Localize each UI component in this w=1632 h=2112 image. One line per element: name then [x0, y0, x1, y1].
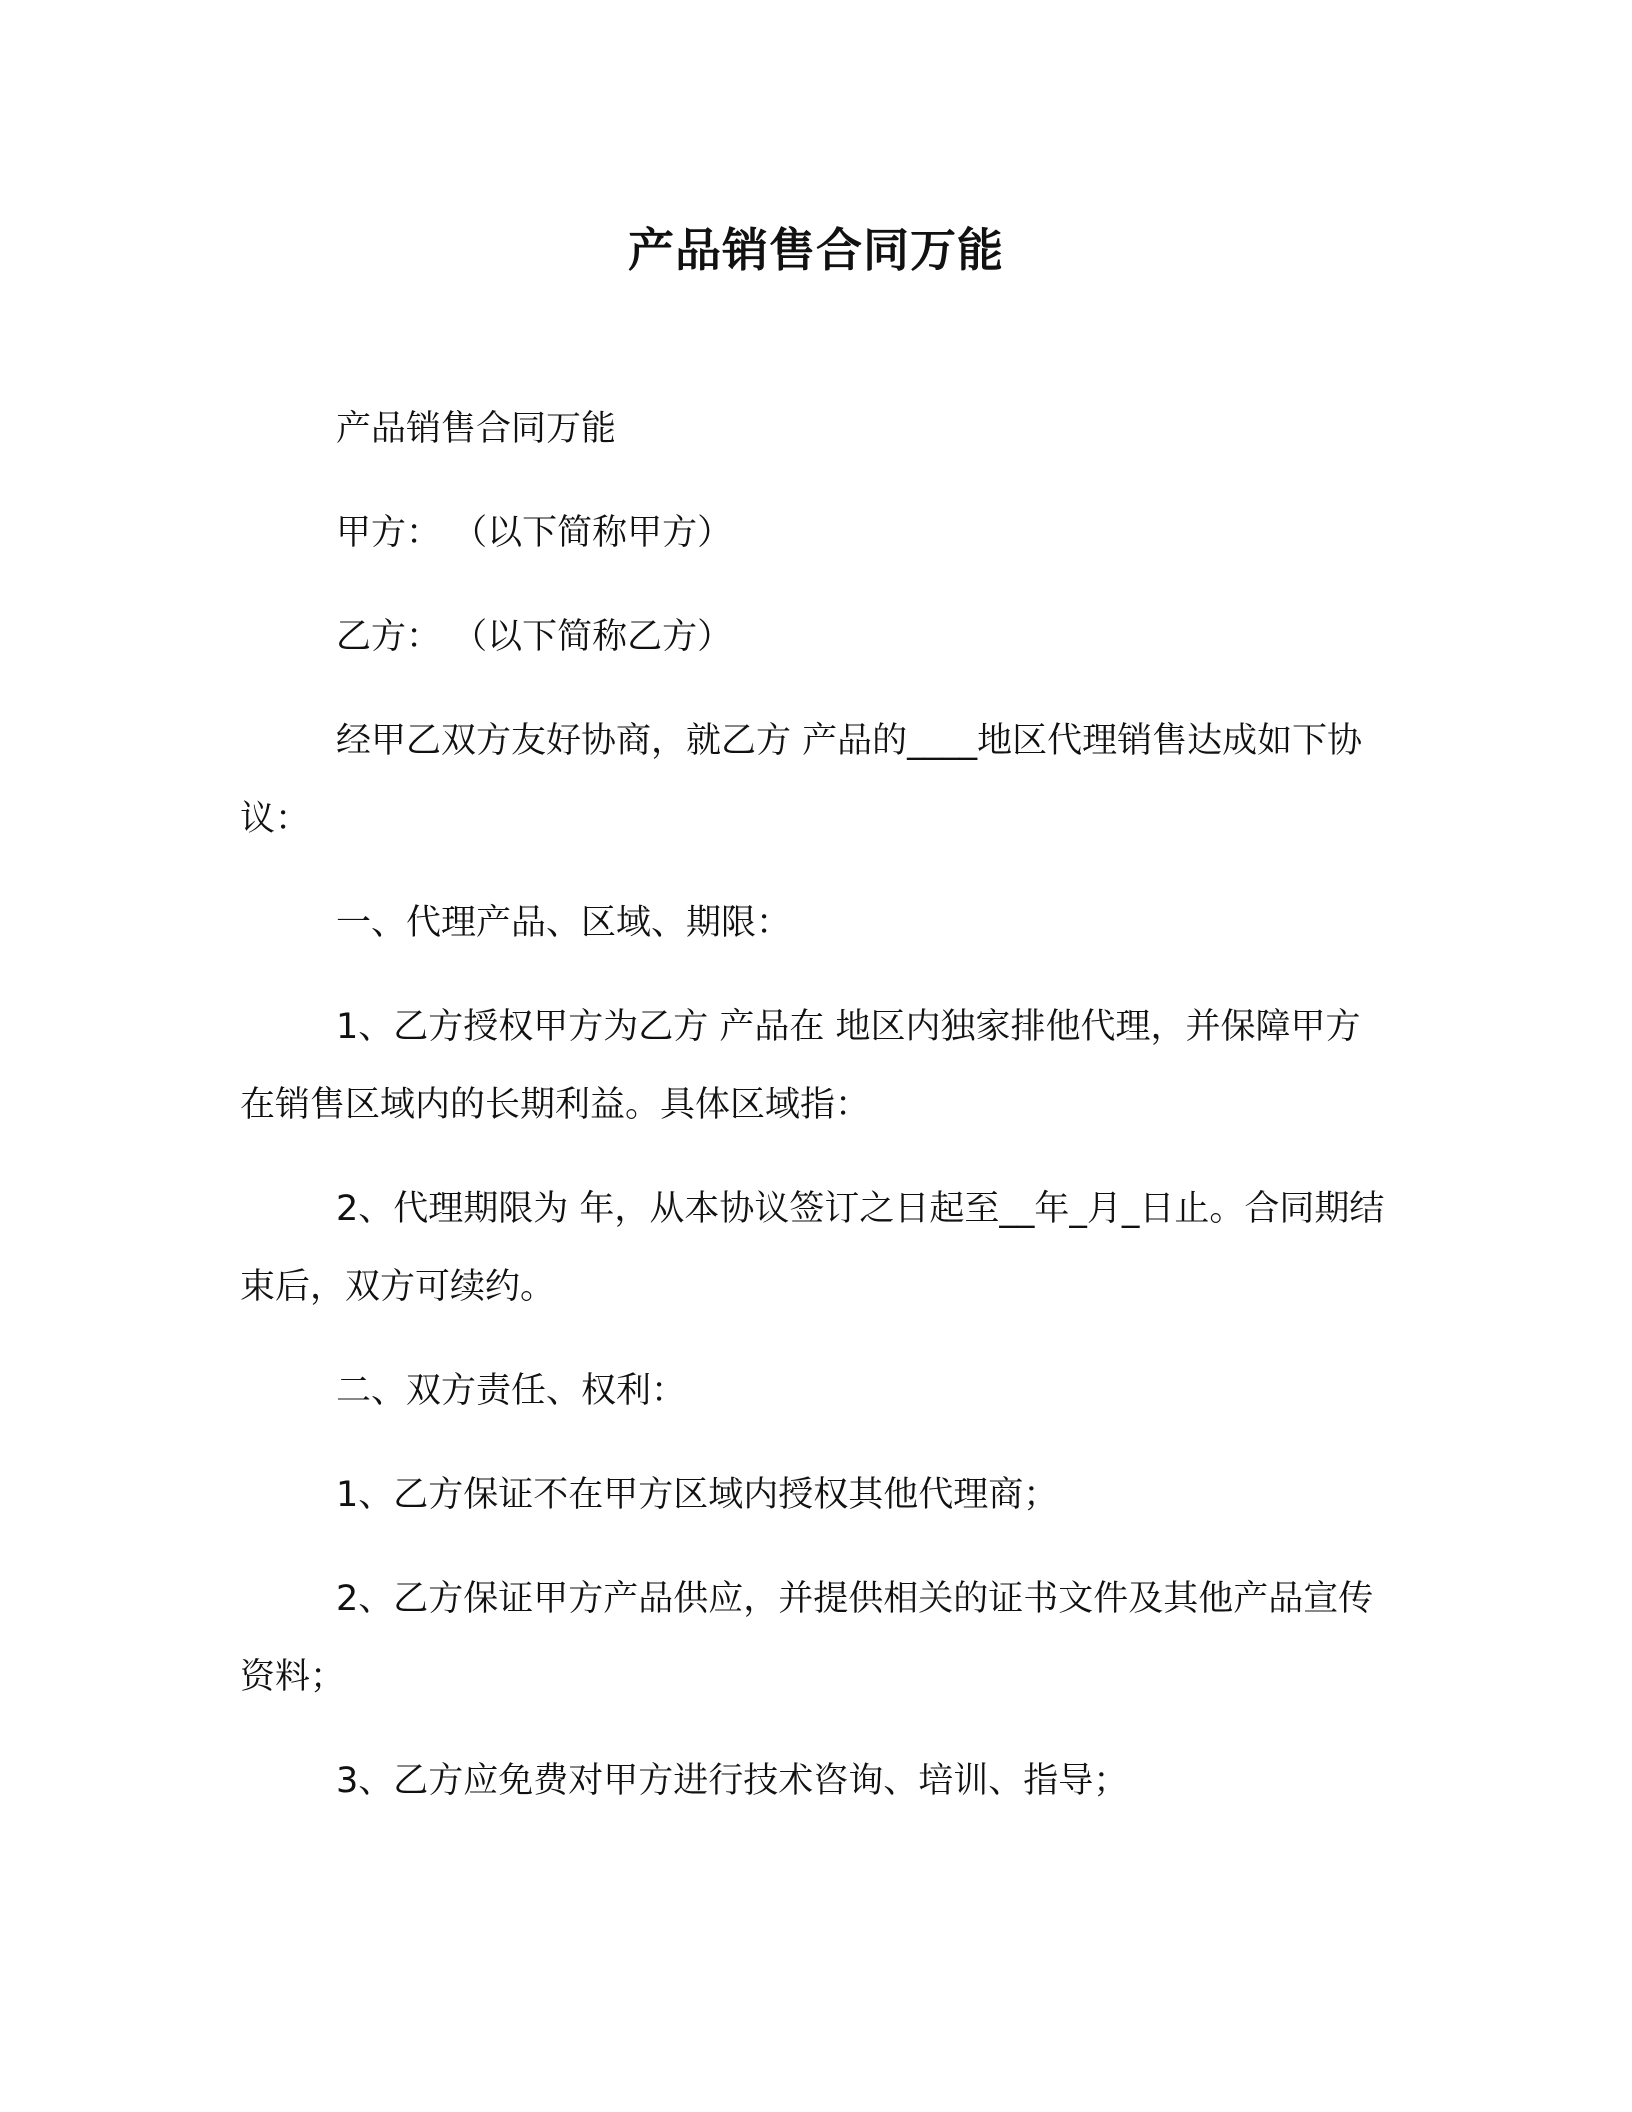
paragraph-intro: 经甲乙双方友好协商，就乙方 产品的____地区代理销售达成如下协议：: [240, 721, 1363, 839]
clause-1-2: 2、代理期限为 年，从本协议签订之日起至__年_月_日止。合同期结束后，双方可续约。: [240, 1189, 1385, 1307]
paragraph-party-b: 乙方： （以下简称乙方）: [336, 617, 733, 657]
paragraph-subtitle: 产品销售合同万能: [336, 409, 617, 449]
document-title: 产品销售合同万能: [628, 223, 1004, 277]
clause-2-3: 3、乙方应免费对甲方进行技术咨询、培训、指导；: [336, 1761, 1129, 1801]
section-heading-1: 一、代理产品、区域、期限：: [336, 903, 792, 943]
paragraph-party-a: 甲方： （以下简称甲方）: [336, 513, 733, 553]
clause-2-1: 1、乙方保证不在甲方区域内授权其他代理商；: [336, 1475, 1059, 1515]
clause-1-1: 1、乙方授权甲方为乙方 产品在 地区内独家排他代理，并保障甲方在销售区域内的长期利益。具体区域指：: [240, 1007, 1361, 1125]
section-heading-2: 二、双方责任、权利：: [336, 1371, 687, 1411]
document-body: [240, 390, 1392, 1846]
clause-2-2: 2、乙方保证甲方产品供应，并提供相关的证书文件及其他产品宣传资料；: [240, 1579, 1374, 1697]
